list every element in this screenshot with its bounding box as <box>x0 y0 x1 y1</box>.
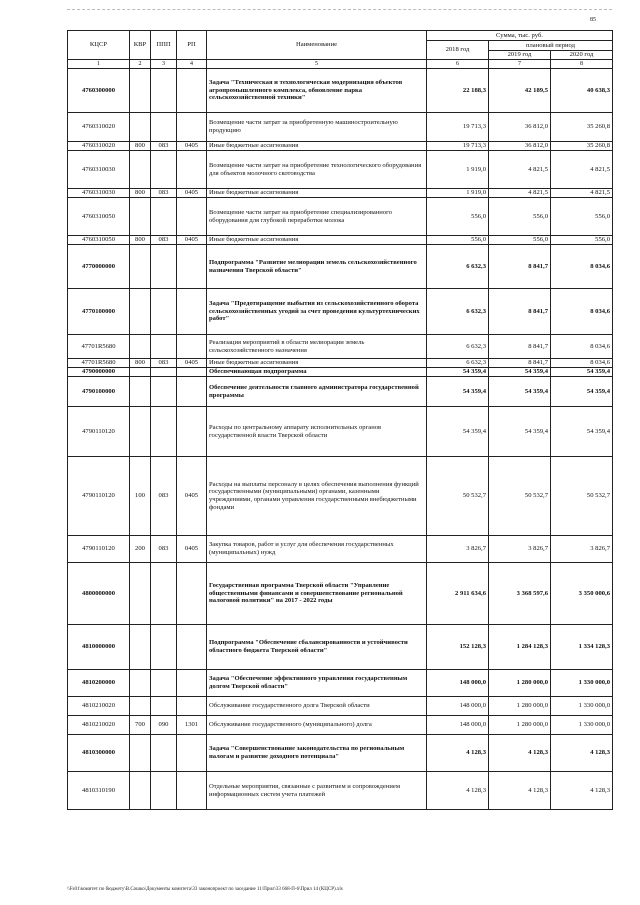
value-2018-cell: 6 632,3 <box>427 335 489 359</box>
name-cell: Иные бюджетные ассигнования <box>207 189 427 198</box>
value-2019-cell: 556,0 <box>489 236 551 245</box>
rp-cell <box>177 377 207 407</box>
kcsr-cell: 4790110120 <box>68 457 130 536</box>
kcsr-cell: 4810200000 <box>68 670 130 697</box>
value-2020-cell: 1 334 128,3 <box>551 625 613 670</box>
rp-cell <box>177 625 207 670</box>
value-2020-cell: 35 260,8 <box>551 113 613 142</box>
header-2020: 2020 год <box>551 51 613 60</box>
value-2018-cell: 4 128,3 <box>427 735 489 772</box>
table-row <box>68 236 613 245</box>
rp-cell <box>177 69 207 113</box>
value-2018-cell: 54 359,4 <box>427 407 489 457</box>
ppp-cell: 083 <box>151 142 177 151</box>
value-2019-cell: 8 841,7 <box>489 335 551 359</box>
rp-cell <box>177 772 207 810</box>
column-index-row <box>68 60 613 69</box>
kcsr-cell: 4760310030 <box>68 189 130 198</box>
table-row <box>68 772 613 810</box>
rp-cell: 0405 <box>177 457 207 536</box>
name-cell: Расходы по центральному аппарату исполнительных органов государственной власти Тверской области <box>207 407 427 457</box>
kvr-cell <box>130 368 151 377</box>
table-row <box>68 151 613 189</box>
table-row <box>68 335 613 359</box>
value-2019-cell: 1 284 128,3 <box>489 625 551 670</box>
name-cell: Задача "Техническая и технологическая модернизация объектов агропромышленного комплекса, обновление парка сельскохозяйственной техники" <box>207 69 427 113</box>
header-name: Наименование <box>207 31 427 60</box>
ppp-cell: 083 <box>151 536 177 563</box>
kcsr-cell: 47701R5680 <box>68 335 130 359</box>
index-cell: 4 <box>177 60 207 69</box>
kcsr-cell: 4810210020 <box>68 716 130 735</box>
value-2018-cell: 6 632,3 <box>427 359 489 368</box>
name-cell: Подпрограмма "Развитие мелиорации земель сельскохозяйственного назначения Тверской области" <box>207 245 427 289</box>
ppp-cell <box>151 289 177 335</box>
name-cell: Расходы на выплаты персоналу в целях обеспечения выполнения функций государственными (муниципальными) органами, казенными учреждениями, органами управления государственными внебюджетными фондами <box>207 457 427 536</box>
value-2019-cell: 8 841,7 <box>489 359 551 368</box>
value-2019-cell: 4 128,3 <box>489 772 551 810</box>
table-row <box>68 198 613 236</box>
table-row <box>68 735 613 772</box>
kvr-cell <box>130 670 151 697</box>
name-cell: Подпрограмма "Обеспечение сбалансированности и устойчивости областного бюджета Тверской области" <box>207 625 427 670</box>
kvr-cell <box>130 335 151 359</box>
value-2018-cell: 19 713,3 <box>427 142 489 151</box>
kvr-cell: 100 <box>130 457 151 536</box>
header-kcsr: КЦСР <box>68 31 130 60</box>
kcsr-cell: 4760310020 <box>68 142 130 151</box>
kcsr-cell: 47701R5680 <box>68 359 130 368</box>
table-row <box>68 69 613 113</box>
kcsr-cell: 4790110120 <box>68 536 130 563</box>
index-cell: 2 <box>130 60 151 69</box>
value-2019-cell: 3 368 597,6 <box>489 563 551 625</box>
index-cell: 1 <box>68 60 130 69</box>
table-row <box>68 457 613 536</box>
kcsr-cell: 4760310030 <box>68 151 130 189</box>
value-2020-cell: 4 128,3 <box>551 772 613 810</box>
kcsr-cell: 4760300000 <box>68 69 130 113</box>
kvr-cell <box>130 151 151 189</box>
rp-cell <box>177 735 207 772</box>
kvr-cell <box>130 113 151 142</box>
value-2020-cell: 3 350 000,6 <box>551 563 613 625</box>
value-2018-cell: 152 128,3 <box>427 625 489 670</box>
value-2020-cell: 1 330 000,0 <box>551 697 613 716</box>
value-2019-cell: 36 812,0 <box>489 142 551 151</box>
kcsr-cell: 4790110120 <box>68 407 130 457</box>
kvr-cell: 800 <box>130 359 151 368</box>
kvr-cell <box>130 69 151 113</box>
ppp-cell <box>151 245 177 289</box>
kvr-cell <box>130 563 151 625</box>
value-2019-cell: 54 359,4 <box>489 377 551 407</box>
value-2019-cell: 1 280 000,0 <box>489 716 551 735</box>
page-number: 85 <box>590 17 596 23</box>
kvr-cell <box>130 377 151 407</box>
table-row <box>68 697 613 716</box>
ppp-cell <box>151 335 177 359</box>
rp-cell <box>177 289 207 335</box>
value-2020-cell: 4 821,5 <box>551 151 613 189</box>
name-cell: Реализация мероприятий в области мелиорации земель сельскохозяйственного назначения <box>207 335 427 359</box>
kvr-cell: 200 <box>130 536 151 563</box>
value-2018-cell: 1 919,0 <box>427 189 489 198</box>
value-2020-cell: 50 532,7 <box>551 457 613 536</box>
value-2018-cell: 148 000,0 <box>427 716 489 735</box>
name-cell: Иные бюджетные ассигнования <box>207 236 427 245</box>
table-row <box>68 113 613 142</box>
value-2020-cell: 54 359,4 <box>551 407 613 457</box>
ppp-cell: 083 <box>151 189 177 198</box>
value-2018-cell: 19 713,3 <box>427 113 489 142</box>
header-planned-period: плановый период <box>489 41 613 51</box>
kvr-cell <box>130 772 151 810</box>
value-2020-cell: 40 638,3 <box>551 69 613 113</box>
rp-cell <box>177 407 207 457</box>
value-2018-cell: 22 188,3 <box>427 69 489 113</box>
budget-table <box>67 30 613 810</box>
kcsr-cell: 4790100000 <box>68 377 130 407</box>
value-2020-cell: 1 330 000,0 <box>551 670 613 697</box>
kcsr-cell: 4760310050 <box>68 236 130 245</box>
header-sum: Сумма, тыс. руб. <box>427 31 613 41</box>
table-row <box>68 359 613 368</box>
value-2020-cell: 8 034,6 <box>551 359 613 368</box>
value-2020-cell: 556,0 <box>551 198 613 236</box>
ppp-cell <box>151 735 177 772</box>
value-2020-cell: 556,0 <box>551 236 613 245</box>
value-2019-cell: 36 812,0 <box>489 113 551 142</box>
value-2019-cell: 4 821,5 <box>489 151 551 189</box>
ppp-cell: 083 <box>151 236 177 245</box>
table-row <box>68 536 613 563</box>
kcsr-cell: 4790000000 <box>68 368 130 377</box>
value-2018-cell: 2 911 634,6 <box>427 563 489 625</box>
value-2018-cell: 148 000,0 <box>427 670 489 697</box>
ppp-cell <box>151 198 177 236</box>
value-2020-cell: 35 260,8 <box>551 142 613 151</box>
value-2019-cell: 8 841,7 <box>489 245 551 289</box>
rp-cell <box>177 113 207 142</box>
kvr-cell <box>130 735 151 772</box>
table-row <box>68 625 613 670</box>
value-2019-cell: 50 532,7 <box>489 457 551 536</box>
value-2019-cell: 3 826,7 <box>489 536 551 563</box>
index-cell: 7 <box>489 60 551 69</box>
name-cell: Возмещение части затрат за приобретенную машиностроительную продукцию <box>207 113 427 142</box>
value-2019-cell: 4 128,3 <box>489 735 551 772</box>
ppp-cell <box>151 151 177 189</box>
ppp-cell <box>151 772 177 810</box>
value-2020-cell: 4 821,5 <box>551 189 613 198</box>
value-2018-cell: 54 359,4 <box>427 377 489 407</box>
index-cell: 8 <box>551 60 613 69</box>
kvr-cell <box>130 198 151 236</box>
header-rp: РП <box>177 31 207 60</box>
table-row <box>68 670 613 697</box>
value-2019-cell: 1 280 000,0 <box>489 697 551 716</box>
value-2020-cell: 4 128,3 <box>551 735 613 772</box>
rp-cell <box>177 670 207 697</box>
value-2020-cell: 54 359,4 <box>551 368 613 377</box>
rp-cell: 0405 <box>177 189 207 198</box>
kcsr-cell: 4810000000 <box>68 625 130 670</box>
kcsr-cell: 4770000000 <box>68 245 130 289</box>
kcsr-cell: 4810310190 <box>68 772 130 810</box>
rp-cell: 0405 <box>177 536 207 563</box>
rp-cell: 1301 <box>177 716 207 735</box>
rp-cell: 0405 <box>177 142 207 151</box>
value-2018-cell: 148 000,0 <box>427 697 489 716</box>
ppp-cell <box>151 670 177 697</box>
ppp-cell <box>151 625 177 670</box>
kvr-cell: 800 <box>130 236 151 245</box>
ppp-cell: 090 <box>151 716 177 735</box>
rp-cell <box>177 151 207 189</box>
table-row <box>68 189 613 198</box>
value-2019-cell: 4 821,5 <box>489 189 551 198</box>
value-2018-cell: 6 632,3 <box>427 245 489 289</box>
rp-cell <box>177 368 207 377</box>
name-cell: Отдельные мероприятия, связанные с развитием и сопровождением информационных систем учета платежей <box>207 772 427 810</box>
table-row <box>68 245 613 289</box>
kcsr-cell: 4800000000 <box>68 563 130 625</box>
value-2020-cell: 8 034,6 <box>551 335 613 359</box>
rp-cell: 0405 <box>177 359 207 368</box>
header-kvr: КВР <box>130 31 151 60</box>
file-path-footer: \\Fs01\комитет по бюджету\В.Сошко\Документы комитета\33 законопроект по заседание 11\Прил\33 668-П-6\Прил 14 (КЦСР).xls <box>67 887 343 892</box>
name-cell: Возмещение части затрат на приобретение специализированного оборудования для глубокой переработки молока <box>207 198 427 236</box>
table-row <box>68 716 613 735</box>
kvr-cell <box>130 697 151 716</box>
table-row <box>68 407 613 457</box>
value-2018-cell: 6 632,3 <box>427 289 489 335</box>
table-row <box>68 289 613 335</box>
rp-cell <box>177 563 207 625</box>
header-2019: 2019 год <box>489 51 551 60</box>
ppp-cell <box>151 697 177 716</box>
index-cell: 6 <box>427 60 489 69</box>
table-row <box>68 563 613 625</box>
header-2018: 2018 год <box>427 41 489 60</box>
value-2018-cell: 3 826,7 <box>427 536 489 563</box>
rp-cell <box>177 335 207 359</box>
name-cell: Закупка товаров, работ и услуг для обеспечения государственных (муниципальных) нужд <box>207 536 427 563</box>
name-cell: Задача "Совершенствование законодательства по региональным налогам и развитие доходного потенциала" <box>207 735 427 772</box>
header-ppp: ППП <box>151 31 177 60</box>
value-2020-cell: 3 826,7 <box>551 536 613 563</box>
value-2018-cell: 1 919,0 <box>427 151 489 189</box>
kcsr-cell: 4760310020 <box>68 113 130 142</box>
name-cell: Задача "Обеспечение эффективного управления государственным долгом Тверской области" <box>207 670 427 697</box>
kcsr-cell: 4810210020 <box>68 697 130 716</box>
value-2019-cell: 556,0 <box>489 198 551 236</box>
name-cell: Обслуживание государственного (муниципального) долга <box>207 716 427 735</box>
rp-cell <box>177 198 207 236</box>
value-2020-cell: 8 034,6 <box>551 245 613 289</box>
value-2018-cell: 54 359,4 <box>427 368 489 377</box>
name-cell: Иные бюджетные ассигнования <box>207 359 427 368</box>
kvr-cell: 800 <box>130 189 151 198</box>
ppp-cell <box>151 113 177 142</box>
value-2018-cell: 4 128,3 <box>427 772 489 810</box>
kvr-cell <box>130 625 151 670</box>
ppp-cell <box>151 407 177 457</box>
value-2019-cell: 54 359,4 <box>489 368 551 377</box>
value-2020-cell: 8 034,6 <box>551 289 613 335</box>
index-cell: 3 <box>151 60 177 69</box>
name-cell: Возмещение части затрат на приобретение технологического оборудования для объектов молочного скотоводства <box>207 151 427 189</box>
value-2019-cell: 8 841,7 <box>489 289 551 335</box>
name-cell: Задача "Предотвращение выбытия из сельскохозяйственного оборота сельскохозяйственных угодий за счет проведения культуртехнических работ" <box>207 289 427 335</box>
value-2018-cell: 556,0 <box>427 198 489 236</box>
value-2018-cell: 556,0 <box>427 236 489 245</box>
name-cell: Государственная программа Тверской области "Управление общественными финансами и совершенствование региональной налоговой политики" на 2017 - 2022 годы <box>207 563 427 625</box>
kvr-cell <box>130 245 151 289</box>
ppp-cell: 083 <box>151 359 177 368</box>
ppp-cell <box>151 69 177 113</box>
ppp-cell <box>151 377 177 407</box>
value-2019-cell: 1 280 000,0 <box>489 670 551 697</box>
kcsr-cell: 4770100000 <box>68 289 130 335</box>
kvr-cell <box>130 407 151 457</box>
value-2018-cell: 50 532,7 <box>427 457 489 536</box>
rp-cell <box>177 245 207 289</box>
table-row <box>68 377 613 407</box>
ppp-cell: 083 <box>151 457 177 536</box>
value-2020-cell: 1 330 000,0 <box>551 716 613 735</box>
value-2020-cell: 54 359,4 <box>551 377 613 407</box>
ppp-cell <box>151 563 177 625</box>
top-scan-line <box>67 9 612 10</box>
kcsr-cell: 4760310050 <box>68 198 130 236</box>
kvr-cell: 800 <box>130 142 151 151</box>
rp-cell <box>177 697 207 716</box>
name-cell: Обслуживание государственного долга Тверской области <box>207 697 427 716</box>
kvr-cell <box>130 289 151 335</box>
name-cell: Обеспечивающая подпрограмма <box>207 368 427 377</box>
table-body <box>68 69 613 810</box>
name-cell: Обеспечение деятельности главного администратора государственной программы <box>207 377 427 407</box>
kcsr-cell: 4810300000 <box>68 735 130 772</box>
rp-cell: 0405 <box>177 236 207 245</box>
table-row <box>68 142 613 151</box>
value-2019-cell: 42 189,5 <box>489 69 551 113</box>
ppp-cell <box>151 368 177 377</box>
index-cell: 5 <box>207 60 427 69</box>
table-row <box>68 368 613 377</box>
kvr-cell: 700 <box>130 716 151 735</box>
name-cell: Иные бюджетные ассигнования <box>207 142 427 151</box>
value-2019-cell: 54 359,4 <box>489 407 551 457</box>
